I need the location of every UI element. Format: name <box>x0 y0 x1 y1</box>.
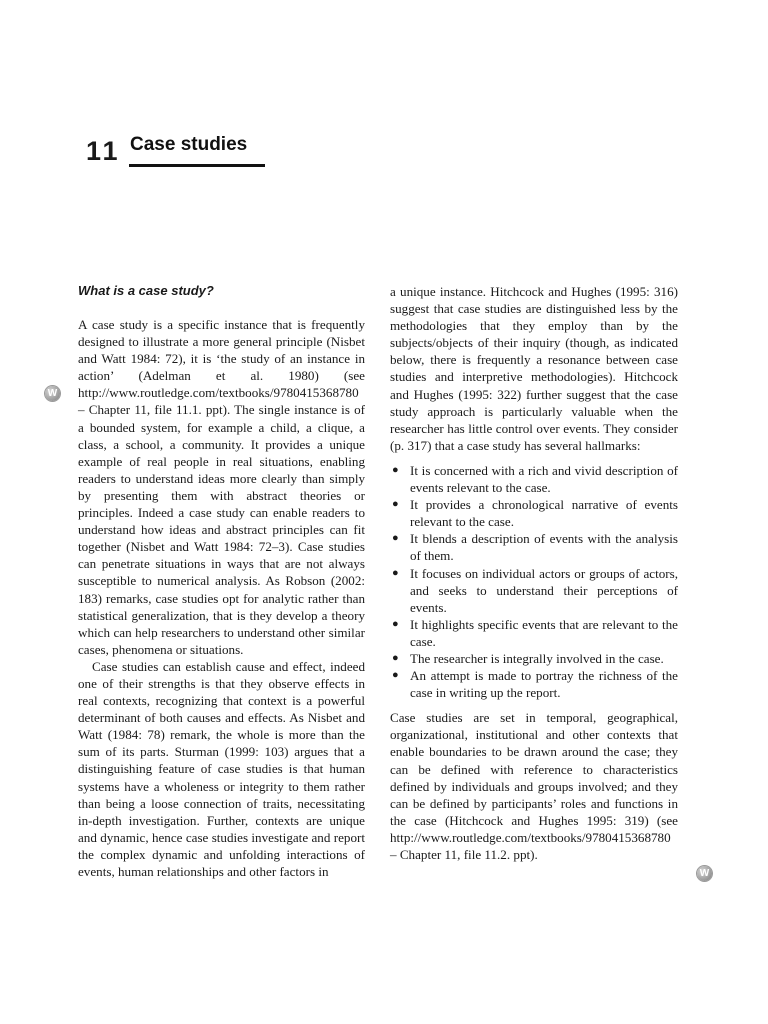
bullet-icon: ● <box>392 532 399 545</box>
list-item: ● It blends a description of events with the analysis of them. <box>392 531 678 564</box>
list-item: ● It focuses on individual actors or groups of actors, and seeks to understand their perceptions of events. <box>392 565 678 615</box>
bullet-icon: ● <box>392 566 399 579</box>
list-item: ● It provides a chronological narrative of events relevant to the case. <box>392 497 678 530</box>
left-column <box>78 316 365 880</box>
list-item: ● The researcher is integrally involved in the case. <box>392 650 664 666</box>
list-item: ● It is concerned with a rich and vivid description of events relevant to the case. <box>392 462 678 496</box>
bullet-icon: ● <box>392 617 399 630</box>
right-paragraph-1: a unique instance. Hitchcock and Hughes (1995: 316) suggest that case studies are distinguished less by the methodologies that they employ than by the subjects/objects of their inquiry (though, as indicated below, there is frequently a resonance between case studies and interpretive methodologies). Hitchcock and Hughes (1995: 322) further suggest that the case study approach is particularly valuable when the researcher has little control over events. They consider (p. 317) that a case study has several hallmarks: <box>390 284 678 453</box>
chapter-title: Case studies <box>130 134 248 155</box>
web-resource-icon[interactable]: W <box>45 386 60 401</box>
list-item: ● It highlights specific events that are relevant to the case. <box>392 616 678 649</box>
chapter-number: 11 <box>86 136 121 166</box>
title-underline <box>129 164 265 167</box>
left-paragraph-1: A case study is a specific instance that is frequently designed to illustrate a more general principle (Nisbet and Watt 1984: 72), it is ‘the study of an instance in action’ (Adelman et al. 1980) (see http://www.routledge.com/textbooks/9780415368780 – Chapter 11, file 11.1. ppt). The single instance is of a bounded system, for example a child, a clique, a class, a school, a community. It provides a unique example of real people in real situations, enabling readers to understand ideas more clearly than simply by presenting them with abstract theories or principles. Indeed a case study can enable readers to understand how ideas and abstract principles can fit together (Nisbet and Watt 1984: 72–3). Case studies can penetrate situations in ways that are not always susceptible to numerical analysis. As Robson (2002: 183) remarks, case studies opt for analytic rather than statistical generalization, that is they develop a theory which can help researchers to understand other similar cases, phenomena or situations. <box>78 317 365 657</box>
bullet-icon: ● <box>392 498 399 511</box>
list-item: ● An attempt is made to portray the richness of the case in writing up the report. <box>392 668 678 701</box>
hallmarks-list <box>390 462 678 701</box>
right-column <box>390 283 678 863</box>
web-resource-icon[interactable]: W <box>697 866 712 881</box>
bullet-icon: ● <box>392 651 399 664</box>
bullet-icon: ● <box>392 669 399 682</box>
bullet-icon: ● <box>392 463 399 476</box>
right-paragraph-2: Case studies are set in temporal, geographical, organizational, institutional and other contexts that enable boundaries to be drawn around the case; they can be defined with reference to characteristics defined by individuals and groups involved; and they can be defined by participants’ roles and functions in the case (Hitchcock and Hughes 1995: 319) (see http://www.routledge.com/textbooks/9780415368780 – Chapter 11, file 11.2. ppt). <box>390 710 678 862</box>
section-heading: What is a case study? <box>78 283 214 298</box>
left-paragraph-2: Case studies can establish cause and effect, indeed one of their strengths is that they observe effects in real contexts, recognizing that context is a powerful determinant of both causes and effects. As Nisbet and Watt (1984: 78) remark, the whole is more than the sum of its parts. Sturman (1999: 103) argues that a distinguishing feature of case studies is that human systems have a wholeness or integrity to them rather than being a loose connection of traits, necessitating in-depth investigation. Further, contexts are unique and dynamic, hence case studies investigate and report the complex dynamic and unfolding interactions of events, human relationships and other factors in <box>78 658 365 879</box>
